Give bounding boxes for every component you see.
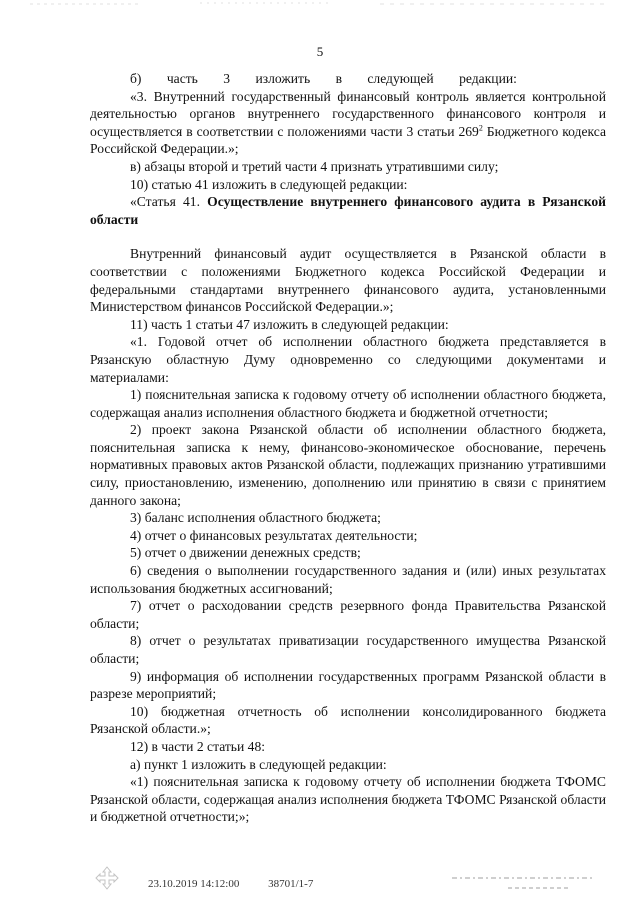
paragraph: в) абзацы второй и третий части 4 признать утратившими силу; xyxy=(130,158,499,174)
list-item: 6) сведения о выполнении государственного задания и (или) иных результатах использования бюджетных ассигнований; xyxy=(90,563,606,596)
paragraph: а) пункт 1 изложить в следующей редакции: xyxy=(130,756,387,772)
faint-stamp-mark xyxy=(448,872,598,894)
document-body xyxy=(90,70,606,826)
emblem-stamp-icon xyxy=(94,865,120,891)
paragraph: 10) статью 41 изложить в следующей редакции: xyxy=(130,176,408,192)
list-item: 1) пояснительная записка к годовому отчету об исполнении областного бюджета, содержащая анализ исполнения областного бюджета и бюджетной отчетности; xyxy=(90,387,606,420)
paragraph: «1) пояснительная записка к годовому отчету об исполнении бюджета ТФОМС Рязанской области, содержащая анализ исполнения бюджета ТФОМС Рязанской области и бюджетной отчетности;»; xyxy=(90,774,606,825)
paragraph: 12) в части 2 статьи 48: xyxy=(130,738,266,754)
page-number: 5 xyxy=(316,44,324,59)
list-item: 3) баланс исполнения областного бюджета; xyxy=(130,510,381,526)
paragraph: б) часть 3 изложить в следующей редакции: xyxy=(130,71,517,86)
list-item: 9) информация об исполнении государственных программ Рязанской области в разрезе мероприятий; xyxy=(90,668,606,702)
list-item: 10) бюджетная отчетность об исполнении консолидированного бюджета Рязанской области.»; xyxy=(90,703,606,737)
footer xyxy=(148,878,339,890)
paragraph: «1. Годовой отчет об исполнении областного бюджета представляется в Рязанскую областную Думу одновременно со следующими документами и материалами: xyxy=(90,334,606,385)
list-item: 4) отчет о финансовых результатах деятельности; xyxy=(130,527,418,543)
paragraph: Внутренний финансовый аудит осуществляется в Рязанской области в соответствии с положениями Бюджетного кодекса Российской Федерации и федеральными стандартами внутреннего финансового аудита, установленными Министерством финансов Российской Федерации.»; xyxy=(90,246,606,315)
scan-noise-top xyxy=(0,0,640,8)
footer-doc-code: 38701/1-7 xyxy=(268,878,314,890)
list-item: 5) отчет о движении денежных средств; xyxy=(130,545,361,561)
paragraph: «3. Внутренний государственный финансовый контроль является контрольной деятельностью органов внутреннего государственного финансового контроля и осуществляется в соответствии с положениями части 3 статьи $269^2$ Бюджетного кодекса Российской Федерации.»; xyxy=(90,88,607,157)
list-item: 8) отчет о результатах приватизации государственного имущества Рязанской области; xyxy=(90,633,606,666)
article-heading: «Статья 41. Осуществление внутреннего финансового аудита в Рязанской области xyxy=(90,194,607,227)
list-item: 7) отчет о расходовании средств резервного фонда Правительства Рязанской области; xyxy=(90,598,606,631)
list-item: 2) проект закона Рязанской области об исполнении областного бюджета, пояснительная записка к нему, финансово-экономическое обоснование, перечень нормативных правовых актов Рязанской области, подлежащих признанию утратившими силу, приостановлению, изменению, дополнению или принятию в связи с принятием данного закона; xyxy=(90,422,606,508)
footer-timestamp: 23.10.2019 14:12:00 xyxy=(148,878,240,890)
paragraph: 11) часть 1 статьи 47 изложить в следующей редакции: xyxy=(130,316,449,332)
